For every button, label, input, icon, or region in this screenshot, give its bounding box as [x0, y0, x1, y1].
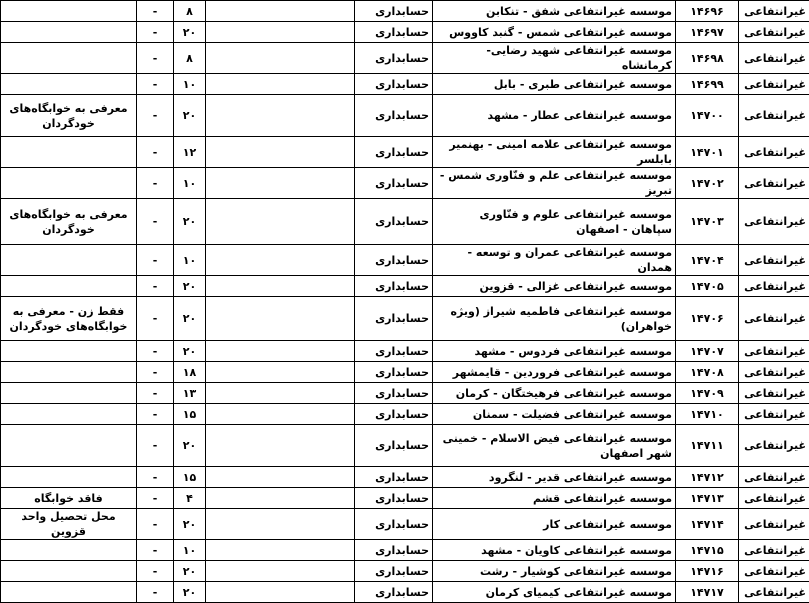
- capacity-cell: ۲۰: [174, 297, 206, 341]
- table-row: [1, 467, 809, 488]
- capacity-cell: ۱۵: [174, 467, 206, 488]
- field-cell: حسابداری: [355, 561, 433, 582]
- dash-cell: -: [137, 276, 174, 297]
- empty-cell: [206, 95, 355, 137]
- capacity-cell: ۱۰: [174, 168, 206, 199]
- capacity-cell: ۱۰: [174, 245, 206, 276]
- capacity-cell: ۱۵: [174, 404, 206, 425]
- type-cell: غیرانتفاعی: [739, 582, 809, 603]
- institution-cell: موسسه غیرانتفاعی کار: [433, 509, 676, 540]
- note-cell: [1, 561, 137, 582]
- field-cell: حسابداری: [355, 168, 433, 199]
- note-cell: [1, 74, 137, 95]
- note-cell: [1, 383, 137, 404]
- code-cell: ۱۴۷۰۲: [676, 168, 739, 199]
- table-row: [1, 43, 809, 74]
- institution-cell: موسسه غیرانتفاعی علوم و فنّاوری سپاهان - اصفهان: [433, 199, 676, 245]
- type-cell: غیرانتفاعی: [739, 168, 809, 199]
- type-cell: غیرانتفاعی: [739, 362, 809, 383]
- note-cell: [1, 404, 137, 425]
- empty-cell: [206, 22, 355, 43]
- dash-cell: -: [137, 137, 174, 168]
- dash-cell: -: [137, 74, 174, 95]
- empty-cell: [206, 297, 355, 341]
- note-cell: [1, 467, 137, 488]
- empty-cell: [206, 74, 355, 95]
- institution-cell: موسسه غیرانتفاعی فرهیختگان - کرمان: [433, 383, 676, 404]
- dash-cell: -: [137, 168, 174, 199]
- capacity-cell: ۴: [174, 488, 206, 509]
- code-cell: ۱۴۷۰۹: [676, 383, 739, 404]
- table-row: [1, 425, 809, 467]
- field-cell: حسابداری: [355, 509, 433, 540]
- note-cell: معرفی به خوابگاه‌های خودگردان: [1, 95, 137, 137]
- type-cell: غیرانتفاعی: [739, 22, 809, 43]
- capacity-cell: ۱۳: [174, 383, 206, 404]
- empty-cell: [206, 245, 355, 276]
- institution-cell: موسسه غیرانتفاعی غزالی - قزوین: [433, 276, 676, 297]
- field-cell: حسابداری: [355, 582, 433, 603]
- empty-cell: [206, 488, 355, 509]
- field-cell: حسابداری: [355, 1, 433, 22]
- dash-cell: -: [137, 383, 174, 404]
- type-cell: غیرانتفاعی: [739, 341, 809, 362]
- dash-cell: -: [137, 1, 174, 22]
- note-cell: محل تحصیل واحد قزوین: [1, 509, 137, 540]
- table-row: [1, 22, 809, 43]
- field-cell: حسابداری: [355, 383, 433, 404]
- capacity-cell: ۲۰: [174, 199, 206, 245]
- table-row: [1, 74, 809, 95]
- empty-cell: [206, 467, 355, 488]
- code-cell: ۱۴۷۰۶: [676, 297, 739, 341]
- field-cell: حسابداری: [355, 95, 433, 137]
- dash-cell: -: [137, 540, 174, 561]
- dash-cell: -: [137, 404, 174, 425]
- capacity-cell: ۲۰: [174, 22, 206, 43]
- dash-cell: -: [137, 199, 174, 245]
- note-cell: [1, 540, 137, 561]
- code-cell: ۱۴۷۱۲: [676, 467, 739, 488]
- empty-cell: [206, 43, 355, 74]
- field-cell: حسابداری: [355, 245, 433, 276]
- dash-cell: -: [137, 509, 174, 540]
- dash-cell: -: [137, 582, 174, 603]
- table-row: [1, 199, 809, 245]
- institution-cell: موسسه غیرانتفاعی قدیر - لنگرود: [433, 467, 676, 488]
- note-cell: [1, 245, 137, 276]
- code-cell: ۱۴۷۰۷: [676, 341, 739, 362]
- type-cell: غیرانتفاعی: [739, 540, 809, 561]
- institution-cell: موسسه غیرانتفاعی شفق - تنکابن: [433, 1, 676, 22]
- type-cell: غیرانتفاعی: [739, 137, 809, 168]
- capacity-cell: ۱۰: [174, 74, 206, 95]
- type-cell: غیرانتفاعی: [739, 383, 809, 404]
- institution-cell: موسسه غیرانتفاعی فاطمیه شیراز (ویژه خواهران): [433, 297, 676, 341]
- institution-cell: موسسه غیرانتفاعی فردوس - مشهد: [433, 341, 676, 362]
- table-row: [1, 362, 809, 383]
- table-row: [1, 404, 809, 425]
- note-cell: [1, 276, 137, 297]
- capacity-cell: ۲۰: [174, 341, 206, 362]
- type-cell: غیرانتفاعی: [739, 488, 809, 509]
- institution-cell: موسسه غیرانتفاعی فروردین - قایمشهر: [433, 362, 676, 383]
- note-cell: [1, 341, 137, 362]
- table-row: [1, 137, 809, 168]
- field-cell: حسابداری: [355, 137, 433, 168]
- table-row: [1, 509, 809, 540]
- code-cell: ۱۴۷۰۵: [676, 276, 739, 297]
- empty-cell: [206, 362, 355, 383]
- table-row: [1, 488, 809, 509]
- type-cell: غیرانتفاعی: [739, 276, 809, 297]
- field-cell: حسابداری: [355, 488, 433, 509]
- code-cell: ۱۴۷۱۰: [676, 404, 739, 425]
- dash-cell: -: [137, 467, 174, 488]
- dash-cell: -: [137, 22, 174, 43]
- capacity-cell: ۲۰: [174, 582, 206, 603]
- table-body: [1, 1, 809, 603]
- field-cell: حسابداری: [355, 362, 433, 383]
- institution-cell: موسسه غیرانتفاعی شمس - گنبد کاووس: [433, 22, 676, 43]
- capacity-cell: ۸: [174, 1, 206, 22]
- dash-cell: -: [137, 95, 174, 137]
- field-cell: حسابداری: [355, 22, 433, 43]
- institution-cell: موسسه غیرانتفاعی طبری - بابل: [433, 74, 676, 95]
- note-cell: [1, 43, 137, 74]
- empty-cell: [206, 383, 355, 404]
- field-cell: حسابداری: [355, 276, 433, 297]
- table-row: [1, 276, 809, 297]
- note-cell: معرفی به خوابگاه‌های خودگردان: [1, 199, 137, 245]
- table-row: [1, 297, 809, 341]
- empty-cell: [206, 1, 355, 22]
- note-cell: [1, 362, 137, 383]
- type-cell: غیرانتفاعی: [739, 297, 809, 341]
- code-cell: ۱۴۷۱۵: [676, 540, 739, 561]
- field-cell: حسابداری: [355, 341, 433, 362]
- dash-cell: -: [137, 561, 174, 582]
- empty-cell: [206, 509, 355, 540]
- empty-cell: [206, 199, 355, 245]
- code-cell: ۱۴۷۱۳: [676, 488, 739, 509]
- note-cell: [1, 582, 137, 603]
- capacity-cell: ۱۰: [174, 540, 206, 561]
- institution-cell: موسسه غیرانتفاعی کوشیار - رشت: [433, 561, 676, 582]
- code-cell: ۱۴۶۹۹: [676, 74, 739, 95]
- code-cell: ۱۴۶۹۶: [676, 1, 739, 22]
- type-cell: غیرانتفاعی: [739, 43, 809, 74]
- field-cell: حسابداری: [355, 199, 433, 245]
- type-cell: غیرانتفاعی: [739, 245, 809, 276]
- empty-cell: [206, 404, 355, 425]
- field-cell: حسابداری: [355, 540, 433, 561]
- table-row: [1, 561, 809, 582]
- empty-cell: [206, 582, 355, 603]
- type-cell: غیرانتفاعی: [739, 425, 809, 467]
- code-cell: ۱۴۷۰۸: [676, 362, 739, 383]
- type-cell: غیرانتفاعی: [739, 467, 809, 488]
- type-cell: غیرانتفاعی: [739, 404, 809, 425]
- field-cell: حسابداری: [355, 74, 433, 95]
- empty-cell: [206, 540, 355, 561]
- type-cell: غیرانتفاعی: [739, 199, 809, 245]
- table-row: [1, 383, 809, 404]
- field-cell: حسابداری: [355, 404, 433, 425]
- type-cell: غیرانتفاعی: [739, 74, 809, 95]
- code-cell: ۱۴۷۰۰: [676, 95, 739, 137]
- note-cell: [1, 137, 137, 168]
- capacity-cell: ۲۰: [174, 95, 206, 137]
- empty-cell: [206, 276, 355, 297]
- note-cell: [1, 168, 137, 199]
- note-cell: [1, 425, 137, 467]
- dash-cell: -: [137, 488, 174, 509]
- empty-cell: [206, 341, 355, 362]
- type-cell: غیرانتفاعی: [739, 1, 809, 22]
- note-cell: فاقد خوابگاه: [1, 488, 137, 509]
- table-row: [1, 245, 809, 276]
- field-cell: حسابداری: [355, 425, 433, 467]
- type-cell: غیرانتفاعی: [739, 561, 809, 582]
- institution-cell: موسسه غیرانتفاعی کاویان - مشهد: [433, 540, 676, 561]
- dash-cell: -: [137, 425, 174, 467]
- capacity-cell: ۲۰: [174, 509, 206, 540]
- dash-cell: -: [137, 341, 174, 362]
- field-cell: حسابداری: [355, 297, 433, 341]
- capacity-cell: ۱۸: [174, 362, 206, 383]
- type-cell: غیرانتفاعی: [739, 509, 809, 540]
- capacity-cell: ۲۰: [174, 561, 206, 582]
- table-row: [1, 540, 809, 561]
- field-cell: حسابداری: [355, 467, 433, 488]
- table-row: [1, 95, 809, 137]
- table-row: [1, 341, 809, 362]
- empty-cell: [206, 137, 355, 168]
- capacity-cell: ۲۰: [174, 276, 206, 297]
- dash-cell: -: [137, 43, 174, 74]
- capacity-cell: ۱۲: [174, 137, 206, 168]
- capacity-cell: ۲۰: [174, 425, 206, 467]
- institution-cell: موسسه غیرانتفاعی فیض الاسلام - خمینی شهر اصفهان: [433, 425, 676, 467]
- institution-cell: موسسه غیرانتفاعی علامه امینی - بهنمیر بابلسر: [433, 137, 676, 168]
- institution-cell: موسسه غیرانتفاعی عطار - مشهد: [433, 95, 676, 137]
- code-cell: ۱۴۷۰۳: [676, 199, 739, 245]
- code-cell: ۱۴۷۱۶: [676, 561, 739, 582]
- code-cell: ۱۴۷۱۷: [676, 582, 739, 603]
- empty-cell: [206, 561, 355, 582]
- institution-cell: موسسه غیرانتفاعی کیمیای کرمان: [433, 582, 676, 603]
- code-cell: ۱۴۶۹۸: [676, 43, 739, 74]
- code-cell: ۱۴۶۹۷: [676, 22, 739, 43]
- institution-cell: موسسه غیرانتفاعی قشم: [433, 488, 676, 509]
- table-row: [1, 582, 809, 603]
- code-cell: ۱۴۷۰۴: [676, 245, 739, 276]
- institution-cell: موسسه غیرانتفاعی عمران و توسعه - همدان: [433, 245, 676, 276]
- note-cell: فقط زن - معرفی به خوابگاه‌های خودگردان: [1, 297, 137, 341]
- type-cell: غیرانتفاعی: [739, 95, 809, 137]
- dash-cell: -: [137, 297, 174, 341]
- dash-cell: -: [137, 245, 174, 276]
- code-cell: ۱۴۷۱۱: [676, 425, 739, 467]
- capacity-cell: ۸: [174, 43, 206, 74]
- table-row: [1, 1, 809, 22]
- empty-cell: [206, 425, 355, 467]
- code-cell: ۱۴۷۰۱: [676, 137, 739, 168]
- note-cell: [1, 1, 137, 22]
- dash-cell: -: [137, 362, 174, 383]
- code-cell: ۱۴۷۱۴: [676, 509, 739, 540]
- note-cell: [1, 22, 137, 43]
- table-row: [1, 168, 809, 199]
- empty-cell: [206, 168, 355, 199]
- institution-cell: موسسه غیرانتفاعی فضیلت - سمنان: [433, 404, 676, 425]
- field-cell: حسابداری: [355, 43, 433, 74]
- institution-cell: موسسه غیرانتفاعی علم و فنّاوری شمس - تبریز: [433, 168, 676, 199]
- institution-cell: موسسه غیرانتفاعی شهید رضایی- کرمانشاه: [433, 43, 676, 74]
